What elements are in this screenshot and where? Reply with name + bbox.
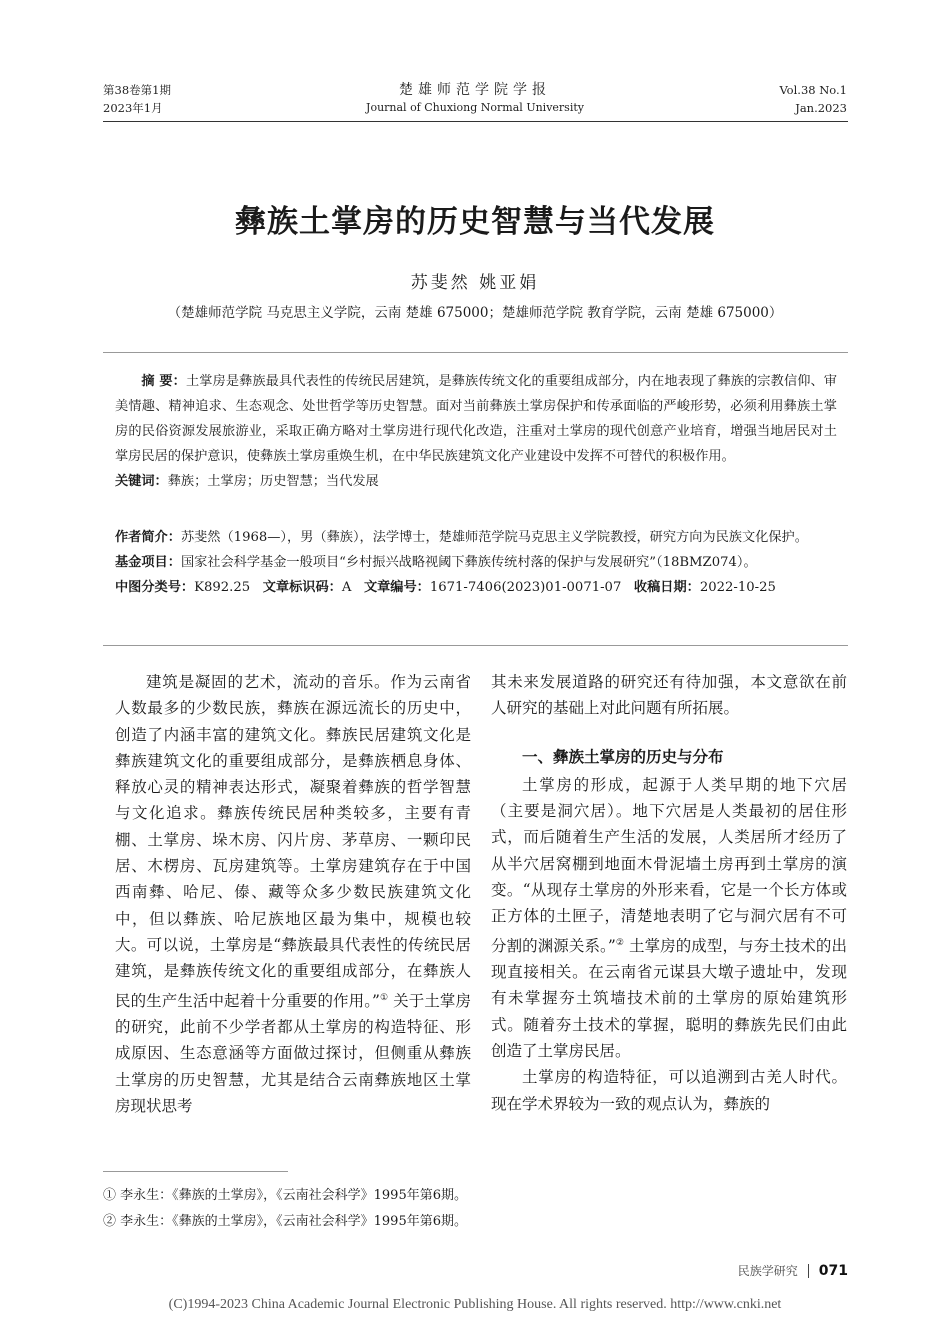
body-text: 建筑是凝固的艺术，流动的音乐。作为云南省人数最多的少数民族，彝族在源远流长的历史中，创造了内涵丰富的建筑文化。彝族民居建筑文化是彝族建筑文化的重要组成部分，是彝族栖息身体、释放心灵的精神表达形式，凝聚着彝族的哲学智慧与文化追求。彝族传统民居种类较多，主要有青棚、土掌房、垛木房、闪片房、茅草房、一颗印民居、木楞房、瓦房建筑等。土掌房建筑存在于中国西南彝、哈尼、傣、藏等众多少数民族建筑文化中，但以彝族、哈尼族地区最为集中，规模也较大。可以说，土掌房是“彝族最具代表性的传统民居建筑，是彝族传统文化的重要组成部分，在彝族人民的生产生活中起着十分重要的作用。” — [115, 673, 471, 1010]
journal-volume-info — [103, 81, 171, 117]
page-footer — [738, 1262, 848, 1279]
body-text: 土掌房的成型，与夯土技术的出现直接相关。在云南省元谋县大墩子遗址中，发现有未掌握夯土筑墙技术前的土掌房的原始建筑形式。随着夯土技术的掌握，聪明的彝族先民们由此创造了土掌房民居。 — [491, 936, 847, 1061]
fund-text: 国家社会科学基金一般项目“乡村振兴战略视阈下彝族传统村落的保护与发展研究”（18BMZ074）。 — [180, 555, 757, 570]
article-meta-block — [115, 525, 837, 600]
fund-project — [115, 550, 837, 575]
page-number: 071 — [818, 1262, 848, 1279]
article-authors: 苏斐然 姚亚娟 — [410, 273, 540, 293]
abstract-block — [115, 369, 837, 494]
abstract — [115, 369, 837, 469]
classification-line — [115, 575, 837, 600]
body-left-column — [115, 669, 471, 1119]
journal-name-en: Journal of Chuxiong Normal University — [366, 101, 584, 114]
keywords-label: 关键词： — [115, 474, 168, 489]
footer-separator — [808, 1264, 809, 1278]
journal-volume-info-en — [779, 81, 847, 117]
footnote-2: ② 李永生：《彝族的土掌房》，《云南社会科学》1995年第6期。 — [103, 1214, 467, 1229]
copyright-notice: (C)1994-2023 China Academic Journal Electronic Publishing House. All rights reserved. http://www.cnki.net — [168, 1297, 782, 1312]
date-cn: 2023年1月 — [103, 101, 163, 115]
footnote-1: ① 李永生：《彝族的土掌房》，《云南社会科学》1995年第6期。 — [103, 1188, 467, 1203]
volume-issue-cn: 第38卷第1期 — [103, 83, 171, 97]
keywords — [115, 469, 837, 494]
clc-value: K892.25 — [194, 580, 251, 595]
section-heading: 一、彝族土掌房的历史与分布 — [522, 747, 724, 766]
footnote-divider — [103, 1171, 288, 1172]
body-text: 关于土掌房的研究，此前不少学者都从土掌房的构造特征、形成原因、生态意涵等方面做过探讨，但侧重从彝族土掌房的历史智慧，尤其是结合云南彝族地区土掌房现状思考 — [115, 991, 471, 1115]
journal-name-cn: 楚雄师范学院学报 — [399, 82, 551, 98]
clc-label: 中图分类号： — [115, 580, 195, 595]
volume-issue-en: Vol.38 No.1 — [779, 83, 847, 97]
date-en: Jan.2023 — [795, 101, 847, 115]
abstract-bottom-divider — [103, 645, 848, 646]
abstract-text: 土掌房是彝族最具代表性的传统民居建筑，是彝族传统文化的重要组成部分，内在地表现了彝族的宗教信仰、审美情趣、精神追求、生态观念、处世哲学等历史智慧。面对当前彝族土掌房保护和传承面临的严峻形势，必须利用彝族土掌房的民俗资源发展旅游业，采取正确方略对土掌房进行现代化改造，注重对土掌房的现代创意产业培育，增强当地居民对土掌房民居的保护意识，使彝族土掌房重焕生机，在中华民族建筑文化产业建设中发挥不可替代的积极作用。 — [115, 374, 837, 464]
received-date-label: 收稿日期： — [633, 580, 700, 595]
footnote-ref-1[interactable]: ① — [379, 992, 389, 1003]
body-paragraph — [115, 669, 471, 1119]
article-no-value: 1671-7406(2023)01-0071-07 — [429, 580, 622, 595]
body-paragraph: 其未来发展道路的研究还有待加强，本文意欲在前人研究的基础上对此问题有所拓展。 — [491, 673, 847, 718]
author-bio-text: 苏斐然（1968—），男（彝族），法学博士，楚雄师范学院马克思主义学院教授，研究方向为民族文化保护。 — [180, 530, 808, 545]
header-divider — [103, 121, 848, 122]
author-affiliation: （楚雄师范学院 马克思主义学院，云南 楚雄 675000；楚雄师范学院 教育学院，云南 楚雄 675000） — [167, 305, 783, 321]
abstract-top-divider — [103, 352, 848, 353]
body-paragraph — [491, 772, 847, 1064]
doc-code-value: A — [341, 580, 352, 595]
author-bio-label: 作者简介： — [115, 530, 181, 545]
keywords-text: 彝族；土掌房；历史智慧；当代发展 — [167, 474, 379, 489]
article-title: 彝族土掌房的历史智慧与当代发展 — [235, 204, 715, 240]
article-no-label: 文章编号： — [363, 580, 430, 595]
abstract-label: 摘 要： — [141, 374, 186, 389]
body-text: 土掌房的形成，起源于人类早期的地下穴居（主要是洞穴居）。地下穴居是人类最初的居住形式，而后随着生产生活的发展，人类居所才经历了从半穴居窝棚到地面木骨泥墙土房再到土掌房的演变。“从现存土掌房的外形来看，它是一个长方体或正方体的土匣子，清楚地表明了它与洞穴居有不可分割的渊源关系。” — [491, 775, 847, 955]
doc-code-label: 文章标识码： — [262, 580, 342, 595]
journal-name — [300, 81, 650, 117]
received-date-value: 2022-10-25 — [699, 580, 776, 595]
fund-label: 基金项目： — [115, 555, 181, 570]
footer-section-name: 民族学研究 — [737, 1264, 798, 1278]
body-right-column — [491, 669, 847, 1117]
body-paragraph: 土掌房的构造特征，可以追溯到古羌人时代。现在学术界较为一致的观点认为，彝族的 — [491, 1068, 847, 1113]
footnote-ref-2[interactable]: ② — [615, 937, 624, 948]
author-bio — [115, 525, 837, 550]
